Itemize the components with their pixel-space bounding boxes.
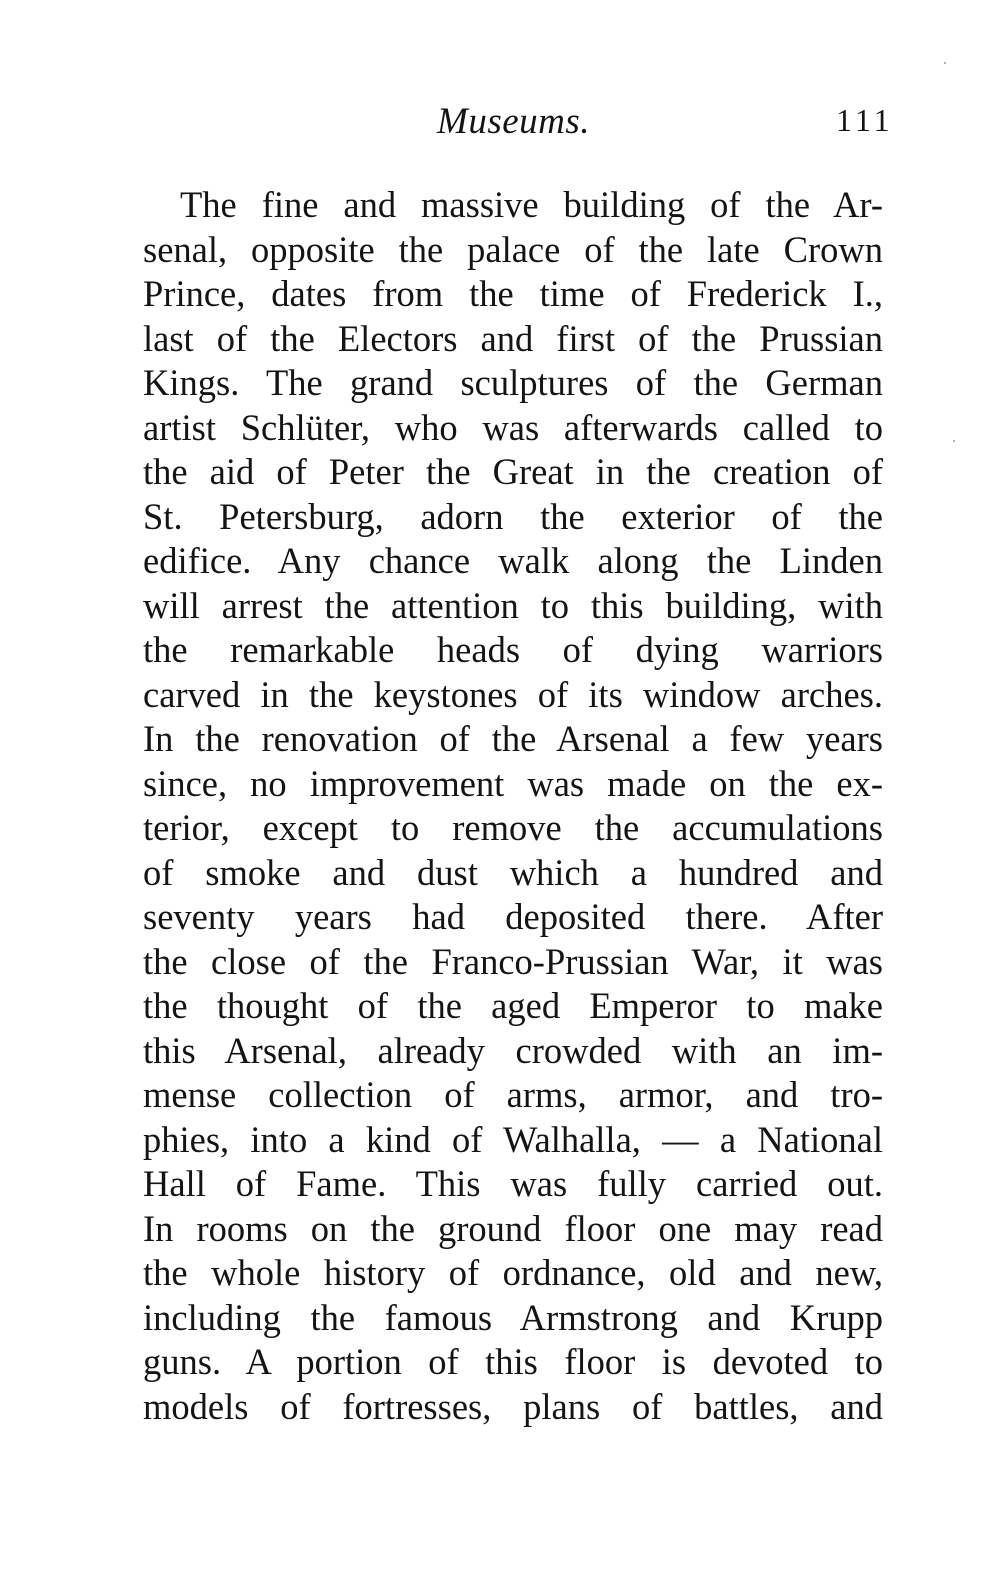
text-line: seventy years had deposited there. After	[143, 896, 883, 937]
running-head	[0, 100, 1000, 150]
running-title: Museums.	[437, 101, 591, 142]
text-line: In the renovation of the Arsenal a few years	[143, 718, 883, 759]
text-line: terior, except to remove the accumulations	[143, 807, 883, 848]
text-line: models of fortresses, plans of battles, and	[143, 1385, 883, 1427]
text-line: senal, opposite the palace of the late Crown	[143, 228, 883, 270]
text-line: edifice. Any chance walk along the Linden	[143, 540, 883, 581]
text-line: since, no improvement was made on the ex-	[143, 762, 883, 804]
text-line: this Arsenal, already crowded with an im-	[143, 1029, 883, 1071]
scan-speck	[953, 440, 955, 442]
text-line: Hall of Fame. This was fully carried out.	[143, 1163, 883, 1204]
scan-speck	[944, 62, 946, 64]
text-line: the close of the Franco-Prussian War, it was	[143, 940, 883, 982]
body-text	[143, 183, 883, 1429]
text-line: In rooms on the ground floor one may read	[143, 1207, 883, 1249]
text-line: phies, into a kind of Walhalla, — a National	[143, 1118, 883, 1160]
text-line: of smoke and dust which a hundred and	[143, 851, 883, 893]
text-line: the aid of Peter the Great in the creation of	[143, 451, 883, 492]
text-line: the remarkable heads of dying warriors	[143, 629, 883, 670]
text-line: mense collection of arms, armor, and tro-	[143, 1074, 883, 1115]
text-line: The fine and massive building of the Ar-	[180, 184, 883, 225]
text-line: guns. A portion of this floor is devoted to	[143, 1341, 883, 1382]
text-line: artist Schlüter, who was afterwards called to	[143, 406, 883, 448]
text-line: St. Petersburg, adorn the exterior of the	[143, 495, 883, 537]
text-line: last of the Electors and first of the Prussian	[143, 317, 883, 359]
text-line: carved in the keystones of its window arches.	[143, 673, 883, 715]
text-line: the whole history of ordnance, old and new,	[143, 1252, 883, 1293]
text-line: including the famous Armstrong and Krupp	[143, 1296, 883, 1338]
text-line: Kings. The grand sculptures of the German	[143, 362, 883, 403]
text-line: will arrest the attention to this building, with	[143, 584, 883, 626]
text-line: the thought of the aged Emperor to make	[143, 985, 883, 1026]
text-line: Prince, dates from the time of Frederick I.,	[143, 273, 883, 314]
page-number: 111	[836, 102, 894, 138]
